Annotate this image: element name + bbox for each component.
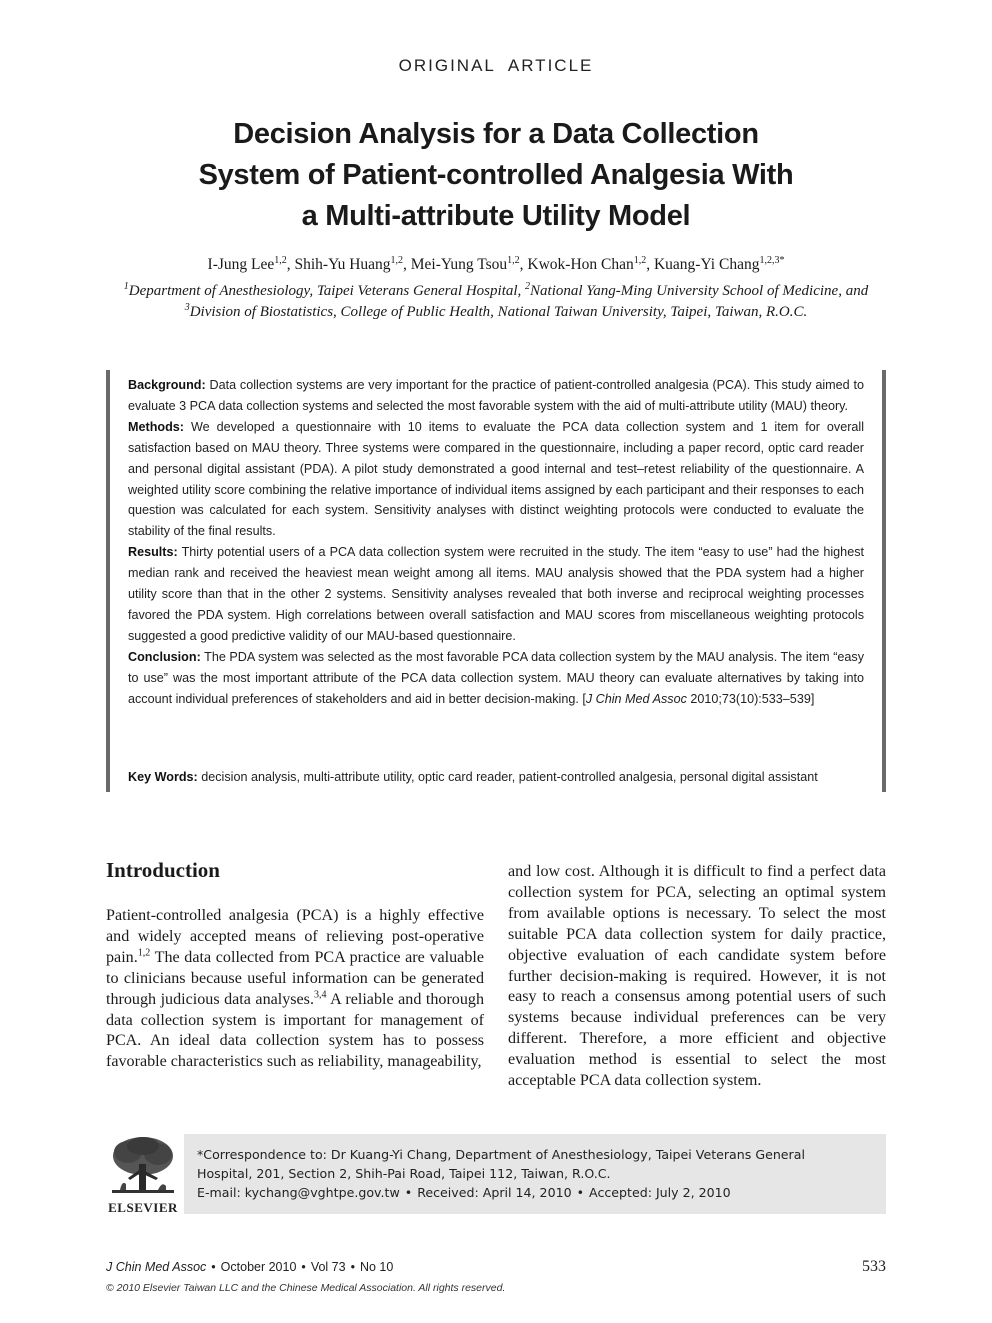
author-name: Mei-Yung Tsou	[410, 256, 508, 273]
abstract-background	[128, 375, 864, 417]
section-label-word2: ARTICLE	[507, 56, 594, 75]
affil-sup: 2	[525, 281, 531, 292]
intro-paragraph: Patient-controlled analgesia (PCA) is a highly effective and widely accepted means of relieving post-operative pain.$^{1,2}$ The data collected from PCA practice are valuable to clinicians because useful information can be generated through judicious data analyses.$^{3,4}$ A reliable and thorough data collection system is important for management of PCA. An ideal data collection system has to possess favorable characteristics such as reliability, manageability,	[106, 907, 484, 1071]
corr-line-3: E-mail: kychang@vghtpe.gov.tw • Received: April 14, 2010 • Accepted: July 2, 2010	[197, 1185, 731, 1200]
keywords-text: decision analysis, multi-attribute utility, optic card reader, patient-controlled analgesia, personal digital assistant	[201, 770, 818, 785]
results-label: Results:	[128, 545, 178, 560]
article-title	[100, 114, 892, 237]
footer-volume: Vol 73	[310, 1260, 346, 1274]
author-affil-sup: 1,2	[507, 254, 520, 266]
citation-sup: 1,2	[137, 947, 151, 959]
abstract-results	[128, 542, 864, 647]
corr-received: Received: April 14, 2010	[417, 1185, 572, 1200]
citation-sup: 3,4	[313, 989, 327, 1001]
intro-column-right	[508, 862, 886, 1092]
section-label-word1: ORIGINAL	[398, 56, 496, 75]
abstract-keywords	[128, 767, 864, 788]
author-affil-sup: 1,2	[633, 254, 647, 266]
author-affil-sup: 1,2,3*	[759, 254, 785, 266]
affil-sup: 1	[123, 281, 129, 292]
title-line-3: a Multi-attribute Utility Model	[301, 200, 691, 232]
tree-icon	[106, 1134, 180, 1198]
author-name: Kuang-Yi Chang	[653, 256, 760, 273]
footer-month: October 2010	[220, 1260, 297, 1274]
footer-copyright: © 2010 Elsevier Taiwan LLC and the Chinese Medical Association. All rights reserved.	[106, 1282, 506, 1294]
author-name: Shih-Yu Huang	[294, 256, 391, 273]
elsevier-logo	[106, 1134, 180, 1216]
affiliation-1: Department of Anesthesiology, Taipei Veterans General Hospital,	[128, 283, 522, 299]
citation-journal: J Chin Med Assoc	[585, 691, 687, 706]
affiliation-3: Division of Biostatistics, College of Public Health, National Taiwan University, Taipei, Taiwan, R.O.C.	[189, 304, 808, 320]
section-label	[0, 56, 992, 76]
intro-heading: Introduction	[106, 858, 220, 882]
background-label: Background:	[128, 378, 206, 392]
author-name: I-Jung Lee	[207, 256, 275, 273]
page-number: 533	[862, 1258, 886, 1275]
keywords-label: Key Words:	[128, 770, 198, 785]
background-text: Data collection systems are very important for the practice of patient-controlled analgesia (PCA). This study aimed to evaluate 3 PCA data collection systems and selected the most favorable system with the aid of multi-attribute utility (MAU) theory.	[128, 378, 865, 413]
title-line-2: System of Patient-controlled Analgesia With	[198, 159, 794, 191]
affil-sup: 3	[184, 302, 190, 313]
footer-journal-info: J Chin Med Assoc • October 2010 • Vol 73 • No 10	[106, 1260, 394, 1274]
author-affil-sup: 1,2	[390, 254, 404, 266]
correspondence-box	[184, 1134, 886, 1214]
results-text: Thirty potential users of a PCA data collection system were recruited in the study. The item “easy to use” had the highest median rank and received the heaviest mean weight among all items. MAU analysis showed that the PDA system had a higher utility score than that in the other 2 systems. Sensitivity analyses revealed that both inverse and reciprocal weighting processes favored the PDA system. High correlations between overall satisfaction and MAU scores from miscellaneous weighting protocols suggested a good predictive validity of our MAU-based questionnaire.	[128, 545, 864, 643]
corr-accepted: Accepted: July 2, 2010	[589, 1185, 731, 1200]
publisher-wordmark: ELSEVIER	[108, 1200, 178, 1215]
corr-line-2: Hospital, 201, Section 2, Shih-Pai Road, Taipei 112, Taiwan, R.O.C.	[197, 1166, 611, 1181]
abstract-box	[106, 370, 886, 792]
intro-column-left	[106, 906, 484, 1073]
methods-text: We developed a questionnaire with 10 items to evaluate the PCA data collection system and 1 item for overall satisfaction based on MAU theory. Three systems were compared in the questionnaire, including a paper record, optic card reader and personal digital assistant (PDA). A pilot study demonstrated a good internal and test–retest reliability of the questionnaire. A weighted utility score combining the relative importance of individual items assigned by each participant and their responses to each question was calculated for each system. Sensitivity analyses with distinct weighting protocols were conducted to evaluate the stability of the final results.	[128, 419, 864, 539]
conclusion-label: Conclusion:	[128, 649, 201, 664]
abstract-conclusion	[128, 647, 864, 710]
intro-paragraph-continued: and low cost. Although it is difficult to find a perfect data collection system for PCA, selecting an optimal system from available options is necessary. To select the most suitable PCA data collection system for daily practice, objective evaluation of each candidate system before further decision-making is required. However, it is not easy to reach a consensus among potential users of such systems because individual preferences can be very different. Therefore, a more efficient and objective evaluation method is essential to select the most acceptable PCA data collection system.	[508, 863, 886, 1090]
corr-line-1: *Correspondence to: Dr Kuang-Yi Chang, Department of Anesthesiology, Taipei Veterans General	[197, 1147, 805, 1162]
author-name: Kwok-Hon Chan	[527, 256, 634, 273]
author-list: I-Jung Lee$^{1,2}$, Shih-Yu Huang$^{1,2}$, Mei-Yung Tsou$^{1,2}$, Kwok-Hon Chan$^{1,2}$, Kuang-Yi Chang$^{1,2,3*}$	[207, 254, 785, 273]
methods-label: Methods:	[128, 419, 184, 434]
corr-email[interactable]: E-mail: kychang@vghtpe.gov.tw	[197, 1185, 400, 1200]
affiliations	[60, 281, 932, 323]
citation-rest: 2010;73(10):533–539]	[690, 691, 815, 706]
author-affil-sup: 1,2	[274, 254, 287, 266]
footer-journal-name: J Chin Med Assoc	[106, 1260, 207, 1274]
title-line-1: Decision Analysis for a Data Collection	[233, 118, 759, 150]
abstract-methods	[128, 417, 864, 542]
affiliation-2: National Yang-Ming University School of Medicine, and	[530, 283, 869, 299]
conclusion-text: The PDA system was selected as the most favorable PCA data collection system by the MAU analysis. The item “easy to use” was the most important attribute of the PCA data collection system. MAU theory can evaluate alternatives by taking into account individual preferences of stakeholders and aid in better decision-making. [	[128, 649, 864, 706]
footer-issue: No 10	[359, 1260, 394, 1274]
corresponding-mark: *	[779, 254, 785, 266]
